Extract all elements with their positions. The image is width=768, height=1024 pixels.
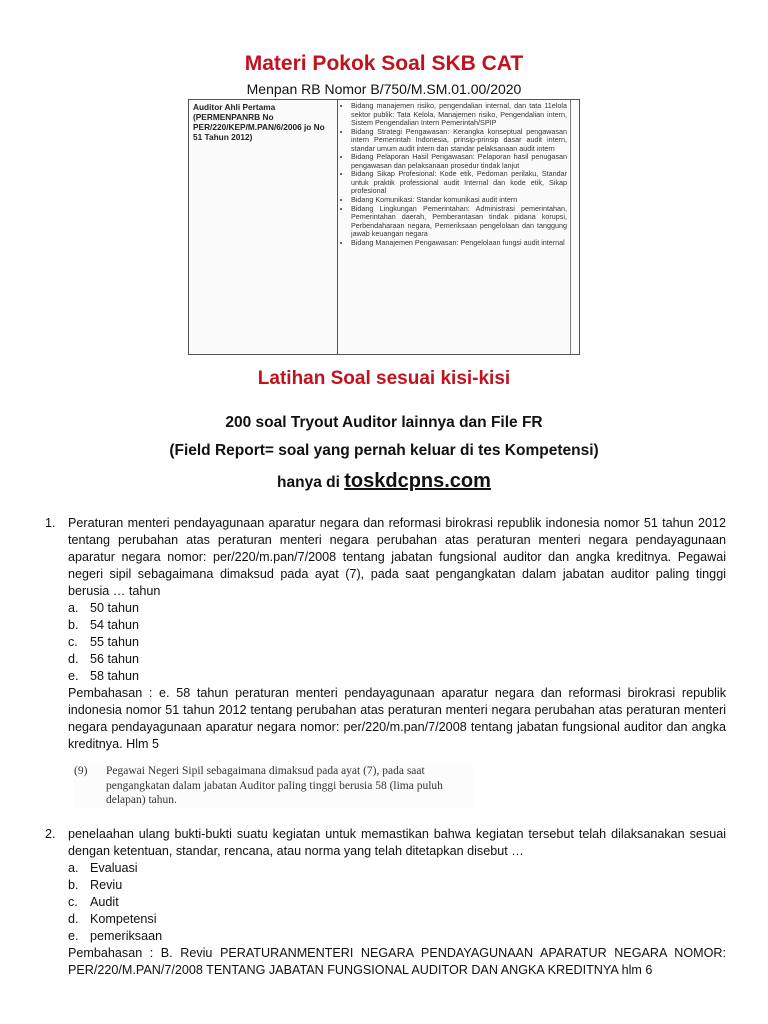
regulation-excerpt-image (74, 764, 474, 808)
topic-item: • Bidang Pelaporan Hasil Pengawasan: Pelaporan hasil penugasan pengawasan dan pelaksanaan prosedur tindak lanjut (351, 153, 567, 170)
explanation-text: Pembahasan : B. Reviu PERATURANMENTERI NEGARA PENDAYAGUNAAN APARATUR NEGARA NOMOR: PER/220/M.PAN/7/2008 TENTANG JABATAN FUNGSIONAL AUDITOR DAN ANGKA KREDITNYA hlm 6 (68, 946, 726, 977)
question-text: Peraturan menteri pendayagunaan aparatur negara dan reformasi birokrasi republik indonesia nomor 51 tahun 2012 tentang perubahan atas peraturan menteri negara perubahan atas peraturan menteri negara pendayagunaan aparatur negara nomor: per/220/m.pan/7/2008 tentang jabatan fungsional auditor dan angka kreditnya. Pegawai negeri sipil sebagaimana dimaksud pada ayat (7), pada saat pengangkatan dalam jabatan auditor paling tinggi berusia … tahun (68, 516, 726, 598)
option-letter: c. (68, 895, 78, 909)
promo-line-3 (0, 470, 768, 493)
option-text: pemeriksaan (90, 929, 163, 943)
table-right-cell (341, 102, 567, 247)
option-letter: d. (68, 912, 79, 926)
option-letter: b. (68, 618, 79, 632)
scanned-table-image (188, 99, 580, 355)
option-item[interactable] (68, 651, 768, 668)
option-item[interactable] (68, 894, 768, 911)
table-divider (337, 100, 338, 354)
option-text: Reviu (90, 878, 123, 892)
option-text: 54 tahun (90, 618, 140, 632)
explanation-text: Pembahasan : e. 58 tahun peraturan menteri pendayagunaan aparatur negara dan reformasi birokrasi republik indonesia nomor 51 tahun 2012 tentang perubahan atas peraturan menteri negara perubahan atas peraturan menteri negara pendayagunaan aparatur negara nomor: per/220/m.pan/7/2008 tentang jabatan fungsional auditor dan angka kreditnya. Hlm 5 (68, 686, 726, 751)
topic-item: • Bidang manajemen risiko, pengendalian internal, dan tata 11elola sektor publik: Tata Kelola, Manajemen risiko, Pengendalian intern, Sistem Pengendalian Intern Pemerintah/SPIP (351, 102, 567, 128)
page-subtitle: Menpan RB Nomor B/750/M.SM.01.00/2020 (246, 81, 522, 97)
option-item[interactable] (68, 617, 768, 634)
topic-item: • Bidang Sikap Profesional: Kode etik, Pedoman perilaku, Standar untuk praktik professional audit Internal dan kode etik, Sikap profesional (351, 170, 567, 196)
question-text: penelaahan ulang bukti-bukti suatu kegiatan untuk memastikan bahwa kegiatan tersebut telah dilaksanakan sesuai dengan ketentuan, standar, rencana, atau norma yang telah ditetapkan disebut … (68, 827, 726, 858)
option-item[interactable] (68, 860, 768, 877)
question-number: 1. (45, 516, 56, 530)
question-1 (0, 515, 768, 753)
option-letter: e. (68, 929, 79, 943)
promo-line-1: 200 soal Tryout Auditor lainnya dan File FR (225, 414, 543, 431)
option-letter: b. (68, 878, 79, 892)
option-item[interactable] (68, 928, 768, 945)
topic-item: • Bidang Lingkungan Pemerintahan: Administrasi pemerintahan, Pemerintahan daerah, Pemberantasan tindak pidana korupsi, Perbendaharaan negara, Pemeriksaan pengelolaan dan tanggung jawab keuangan negara (351, 205, 567, 239)
option-letter: a. (68, 861, 79, 875)
option-list (68, 600, 768, 685)
topic-item: • Bidang Strategi Pengawasan: Kerangka konseptual pengawasan intern Pemerintah Indonesia, prinsip-prinsip dasar audit intern, standar umum audit intern dan standar pelaksanaan audit intern (351, 128, 567, 154)
option-text: Kompetensi (90, 912, 157, 926)
promo-prefix: hanya di (277, 474, 345, 491)
option-text: 58 tahun (90, 669, 140, 683)
topic-list (341, 102, 567, 247)
excerpt-text: Pegawai Negeri Sipil sebagaimana dimaksud pada ayat (7), pada saat pengangkatan dalam jabatan Auditor paling tinggi berusia 58 (lima puluh delapan) tahun. (106, 765, 443, 806)
option-item[interactable] (68, 877, 768, 894)
topic-item: • Bidang Komunikasi: Standar komunikasi audit intern (351, 196, 567, 205)
promo-site-link[interactable]: toskdcpns.com (344, 470, 491, 492)
table-left-cell: Auditor Ahli Pertama (PERMENPANRB No PER/220/KEP/M.PAN/6/2006 jo No 51 Tahun 2012) (193, 102, 325, 142)
option-letter: a. (68, 601, 79, 615)
option-text: 55 tahun (90, 635, 140, 649)
option-text: Evaluasi (90, 861, 138, 875)
excerpt-number: (9) (74, 765, 88, 777)
table-edge-line (570, 100, 571, 354)
question-2 (0, 826, 768, 979)
section-title: Latihan Soal sesuai kisi-kisi (257, 368, 511, 389)
option-item[interactable] (68, 600, 768, 617)
option-text: Audit (90, 895, 119, 909)
option-letter: c. (68, 635, 78, 649)
option-letter: e. (68, 669, 79, 683)
option-text: 50 tahun (90, 601, 140, 615)
option-item[interactable] (68, 911, 768, 928)
option-list (68, 860, 768, 945)
option-text: 56 tahun (90, 652, 140, 666)
promo-line-2: (Field Report= soal yang pernah keluar di tes Kompetensi) (169, 442, 599, 459)
question-number: 2. (45, 827, 56, 841)
option-item[interactable] (68, 668, 768, 685)
topic-item: • Bidang Manajemen Pengawasan: Pengelolaan fungsi audit internal (351, 239, 567, 248)
page-title: Materi Pokok Soal SKB CAT (244, 52, 524, 75)
option-letter: d. (68, 652, 79, 666)
option-item[interactable] (68, 634, 768, 651)
